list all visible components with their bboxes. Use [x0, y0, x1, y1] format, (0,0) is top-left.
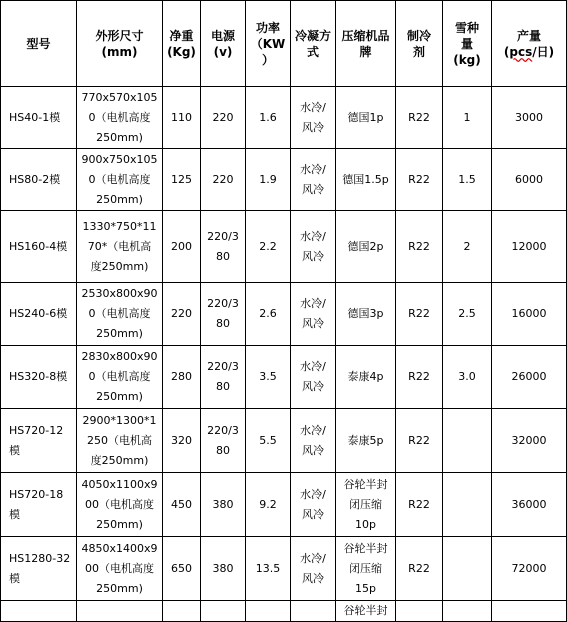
snow-amount-cell	[443, 537, 492, 601]
cooling-cell: 水冷/ 风冷	[291, 473, 336, 537]
model-cell: HS160-4模	[1, 211, 77, 283]
table-row	[1, 149, 567, 211]
snow-amount-cell	[443, 473, 492, 537]
weight-cell: 110	[163, 87, 201, 149]
compressor-cell: 德国2p	[336, 211, 396, 283]
table-row	[1, 346, 567, 409]
size-cell: 1330*750*11 70*（电机高 度250mm)	[77, 211, 163, 283]
table-row	[1, 211, 567, 283]
spec-body	[1, 87, 567, 622]
power-supply-cell: 220	[201, 87, 246, 149]
output-cell: 36000	[492, 473, 567, 537]
power-supply-cell: 220/3 80	[201, 346, 246, 409]
model-cell: HS720-18 模	[1, 473, 77, 537]
size-cell: 4050x1100x9 00（电机高度 250mm)	[77, 473, 163, 537]
weight-cell: 320	[163, 409, 201, 473]
table-row	[1, 473, 567, 537]
header-power: 功率 （KW ）	[246, 1, 291, 87]
model-cell: HS80-2模	[1, 149, 77, 211]
output-cell: 12000	[492, 211, 567, 283]
size-cell: 2530x800x90 0（电机高度 250mm)	[77, 283, 163, 346]
power-cell: 3.5	[246, 346, 291, 409]
table-row-partial	[1, 601, 567, 622]
header-refrigerant: 制冷 剂	[396, 1, 443, 87]
table-row	[1, 283, 567, 346]
empty-cell	[1, 601, 77, 622]
cooling-cell: 水冷/ 风冷	[291, 346, 336, 409]
model-cell: HS720-12 模	[1, 409, 77, 473]
refrigerant-cell: R22	[396, 473, 443, 537]
refrigerant-cell: R22	[396, 346, 443, 409]
power-supply-cell: 380	[201, 537, 246, 601]
empty-cell	[443, 601, 492, 622]
header-size: 外形尺寸 (mm)	[77, 1, 163, 87]
cooling-cell: 水冷/ 风冷	[291, 87, 336, 149]
empty-cell	[163, 601, 201, 622]
model-cell: HS1280-32 模	[1, 537, 77, 601]
cooling-cell: 水冷/ 风冷	[291, 537, 336, 601]
snow-amount-cell: 2	[443, 211, 492, 283]
table-row	[1, 537, 567, 601]
power-cell: 5.5	[246, 409, 291, 473]
header-snow-amount: 雪种 量 (kg)	[443, 1, 492, 87]
model-cell: HS320-8模	[1, 346, 77, 409]
empty-cell	[291, 601, 336, 622]
compressor-cell: 德国1p	[336, 87, 396, 149]
refrigerant-cell: R22	[396, 409, 443, 473]
output-cell: 26000	[492, 346, 567, 409]
output-cell: 16000	[492, 283, 567, 346]
size-cell: 4850x1400x9 00（电机高度 250mm)	[77, 537, 163, 601]
weight-cell: 220	[163, 283, 201, 346]
snow-amount-cell: 2.5	[443, 283, 492, 346]
power-supply-cell: 220/3 80	[201, 283, 246, 346]
header-power-supply: 电源 (v)	[201, 1, 246, 87]
cooling-cell: 水冷/ 风冷	[291, 211, 336, 283]
model-cell: HS40-1模	[1, 87, 77, 149]
compressor-cell: 谷轮半封 闭压缩 10p	[336, 473, 396, 537]
snow-amount-cell: 1.5	[443, 149, 492, 211]
table-row	[1, 409, 567, 473]
snow-amount-cell: 1	[443, 87, 492, 149]
power-supply-cell: 220/3 80	[201, 409, 246, 473]
header-compressor: 压缩机品 牌	[336, 1, 396, 87]
power-cell: 1.6	[246, 87, 291, 149]
header-row	[1, 1, 567, 87]
weight-cell: 125	[163, 149, 201, 211]
table-row	[1, 87, 567, 149]
power-cell: 13.5	[246, 537, 291, 601]
refrigerant-cell: R22	[396, 87, 443, 149]
empty-cell	[246, 601, 291, 622]
power-cell: 2.2	[246, 211, 291, 283]
cooling-cell: 水冷/ 风冷	[291, 283, 336, 346]
size-cell: 900x750x105 0（电机高度 250mm)	[77, 149, 163, 211]
power-supply-cell: 220	[201, 149, 246, 211]
power-cell: 2.6	[246, 283, 291, 346]
size-cell: 770x570x105 0（电机高度 250mm)	[77, 87, 163, 149]
snow-amount-cell: 3.0	[443, 346, 492, 409]
power-supply-cell: 220/3 80	[201, 211, 246, 283]
refrigerant-cell: R22	[396, 283, 443, 346]
weight-cell: 200	[163, 211, 201, 283]
output-cell: 32000	[492, 409, 567, 473]
weight-cell: 650	[163, 537, 201, 601]
compressor-cell: 泰康4p	[336, 346, 396, 409]
empty-cell	[396, 601, 443, 622]
header-output: 产量 (pcs/日)	[492, 1, 567, 87]
output-cell: 72000	[492, 537, 567, 601]
compressor-cell: 谷轮半封	[336, 601, 396, 622]
empty-cell	[77, 601, 163, 622]
output-cell: 6000	[492, 149, 567, 211]
power-supply-cell: 380	[201, 473, 246, 537]
weight-cell: 450	[163, 473, 201, 537]
snow-amount-cell	[443, 409, 492, 473]
compressor-cell: 德国3p	[336, 283, 396, 346]
refrigerant-cell: R22	[396, 149, 443, 211]
header-net-weight: 净重 (Kg)	[163, 1, 201, 87]
compressor-cell: 谷轮半封 闭压缩 15p	[336, 537, 396, 601]
power-cell: 1.9	[246, 149, 291, 211]
output-cell: 3000	[492, 87, 567, 149]
weight-cell: 280	[163, 346, 201, 409]
header-model: 型号	[1, 1, 77, 87]
size-cell: 2900*1300*1 250（电机高 度250mm)	[77, 409, 163, 473]
size-cell: 2830x800x90 0（电机高度 250mm)	[77, 346, 163, 409]
power-cell: 9.2	[246, 473, 291, 537]
header-cooling: 冷凝方 式	[291, 1, 336, 87]
cooling-cell: 水冷/ 风冷	[291, 409, 336, 473]
empty-cell	[492, 601, 567, 622]
refrigerant-cell: R22	[396, 211, 443, 283]
compressor-cell: 德国1.5p	[336, 149, 396, 211]
model-cell: HS240-6模	[1, 283, 77, 346]
compressor-cell: 泰康5p	[336, 409, 396, 473]
empty-cell	[201, 601, 246, 622]
refrigerant-cell: R22	[396, 537, 443, 601]
cooling-cell: 水冷/ 风冷	[291, 149, 336, 211]
